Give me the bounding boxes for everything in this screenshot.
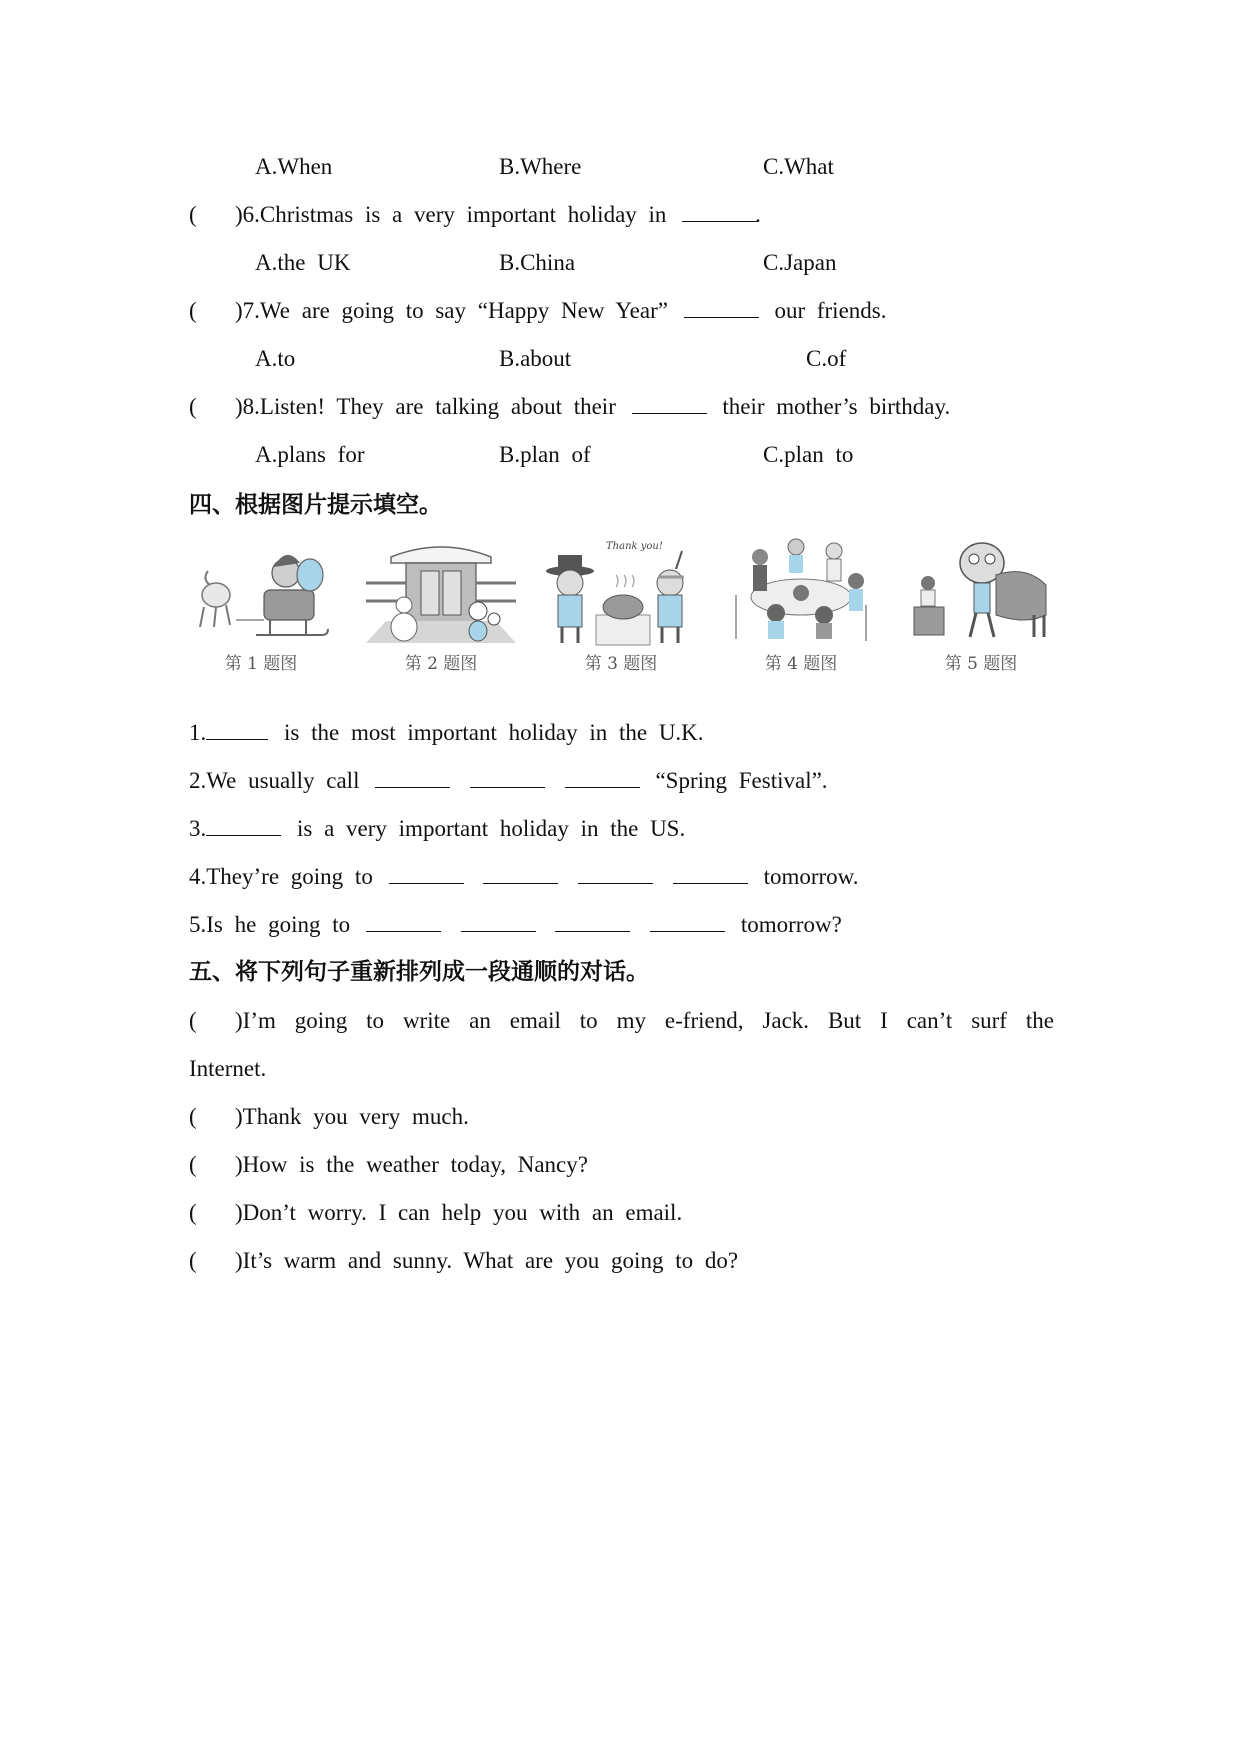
option-b[interactable]: B.plan of <box>499 442 591 467</box>
answer-blank[interactable] <box>650 911 725 932</box>
dialogue-item-3 <box>189 1150 588 1180</box>
fill-item-3 <box>189 814 685 844</box>
picture-caption: 第 3 题图 <box>584 654 658 674</box>
picture-5 <box>906 535 1056 685</box>
picture-2 <box>366 535 516 685</box>
answer-blank[interactable] <box>578 863 653 884</box>
item-number: 1. <box>189 720 207 745</box>
option-b[interactable]: B.about <box>499 346 572 371</box>
picture-4 <box>726 535 876 685</box>
question-text: )6.Christmas is a very important holiday in <box>235 202 667 227</box>
answer-blank[interactable] <box>632 393 707 414</box>
answer-blank[interactable] <box>682 201 757 222</box>
option-a[interactable]: A.plans for <box>255 442 365 467</box>
option-b[interactable]: B.Where <box>499 154 582 179</box>
item-text-end: tomorrow? <box>740 912 842 937</box>
order-paren[interactable]: ( <box>189 1200 197 1225</box>
picture-caption: 第 2 题图 <box>404 654 478 674</box>
item-number: 3. <box>189 816 207 841</box>
option-b[interactable]: B.China <box>499 250 576 275</box>
order-paren[interactable]: ( <box>189 1008 197 1033</box>
item-text: 4.They’re going to <box>189 864 373 889</box>
answer-paren[interactable]: ( <box>189 394 197 419</box>
question-text-end: our friends. <box>774 298 887 323</box>
picture-3 <box>546 535 696 685</box>
answer-paren[interactable]: ( <box>189 202 197 227</box>
santa-sleigh-illustration <box>186 535 336 647</box>
picture-caption: 第 5 题图 <box>944 654 1018 674</box>
answer-blank[interactable] <box>470 767 545 788</box>
answer-blank[interactable] <box>461 911 536 932</box>
family-dinner-illustration <box>726 535 876 647</box>
answer-blank[interactable] <box>375 767 450 788</box>
answer-blank[interactable] <box>366 911 441 932</box>
answer-blank[interactable] <box>673 863 748 884</box>
thanksgiving-illustration <box>546 535 696 647</box>
thank-you-text: Thank you! <box>606 541 663 552</box>
fill-item-2 <box>189 766 828 796</box>
answer-blank[interactable] <box>555 911 630 932</box>
picture-caption: 第 4 题图 <box>764 654 838 674</box>
option-c[interactable]: C.of <box>806 346 847 371</box>
dialogue-item-4 <box>189 1198 682 1228</box>
fill-item-4 <box>189 862 859 892</box>
option-a[interactable]: A.When <box>255 154 333 179</box>
question-text: )8.Listen! They are talking about their <box>235 394 616 419</box>
section-4-heading: 四、根据图片提示填空。 <box>189 492 442 518</box>
answer-blank[interactable] <box>206 815 281 836</box>
answer-blank[interactable] <box>206 719 268 740</box>
question-6 <box>189 200 761 230</box>
dialogue-text: )Don’t worry. I can help you with an email. <box>235 1200 683 1225</box>
dialogue-item-5 <box>189 1246 738 1276</box>
answer-paren[interactable]: ( <box>189 298 197 323</box>
dialogue-text: )How is the weather today, Nancy? <box>235 1152 588 1177</box>
question-text-end: their mother’s birthday. <box>722 394 951 419</box>
item-text-end: tomorrow. <box>763 864 859 889</box>
picture-caption: 第 1 题图 <box>224 654 298 674</box>
option-a[interactable]: A.to <box>255 346 296 371</box>
item-text: 2.We usually call <box>189 768 360 793</box>
option-c[interactable]: C.Japan <box>763 250 837 275</box>
picture-1 <box>186 535 336 685</box>
answer-blank[interactable] <box>565 767 640 788</box>
item-text-end: “Spring Festival”. <box>655 768 828 793</box>
item-text: is a very important holiday in the US. <box>297 816 686 841</box>
item-text: is the most important holiday in the U.K. <box>284 720 704 745</box>
picture-strip <box>186 535 1056 685</box>
order-paren[interactable]: ( <box>189 1104 197 1129</box>
option-a[interactable]: A.the UK <box>255 250 351 275</box>
dialogue-item-1-cont: Internet. <box>189 1056 267 1081</box>
question-text-end: . <box>755 202 761 227</box>
dialogue-item-2 <box>189 1102 469 1132</box>
option-c[interactable]: C.plan to <box>763 442 854 467</box>
dialogue-text: )Thank you very much. <box>235 1104 469 1129</box>
order-paren[interactable]: ( <box>189 1248 197 1273</box>
dialogue-text: )It’s warm and sunny. What are you going to do? <box>235 1248 739 1273</box>
order-paren[interactable]: ( <box>189 1152 197 1177</box>
option-c[interactable]: C.What <box>763 154 834 179</box>
lion-dance-illustration <box>906 535 1056 647</box>
question-7 <box>189 296 886 326</box>
question-text: )7.We are going to say “Happy New Year” <box>235 298 668 323</box>
gate-snowman-panda-illustration <box>366 535 516 647</box>
fill-item-5 <box>189 910 842 940</box>
answer-blank[interactable] <box>389 863 464 884</box>
item-text: 5.Is he going to <box>189 912 351 937</box>
question-8 <box>189 392 950 422</box>
section-5-heading: 五、将下列句子重新排列成一段通顺的对话。 <box>189 959 649 985</box>
fill-item-1 <box>189 718 704 748</box>
answer-blank[interactable] <box>684 297 759 318</box>
dialogue-text: )I’m going to write an email to my e-friend, Jack. But I can’t surf the <box>235 1008 1054 1033</box>
dialogue-item-1 <box>189 1006 1054 1036</box>
answer-blank[interactable] <box>483 863 558 884</box>
